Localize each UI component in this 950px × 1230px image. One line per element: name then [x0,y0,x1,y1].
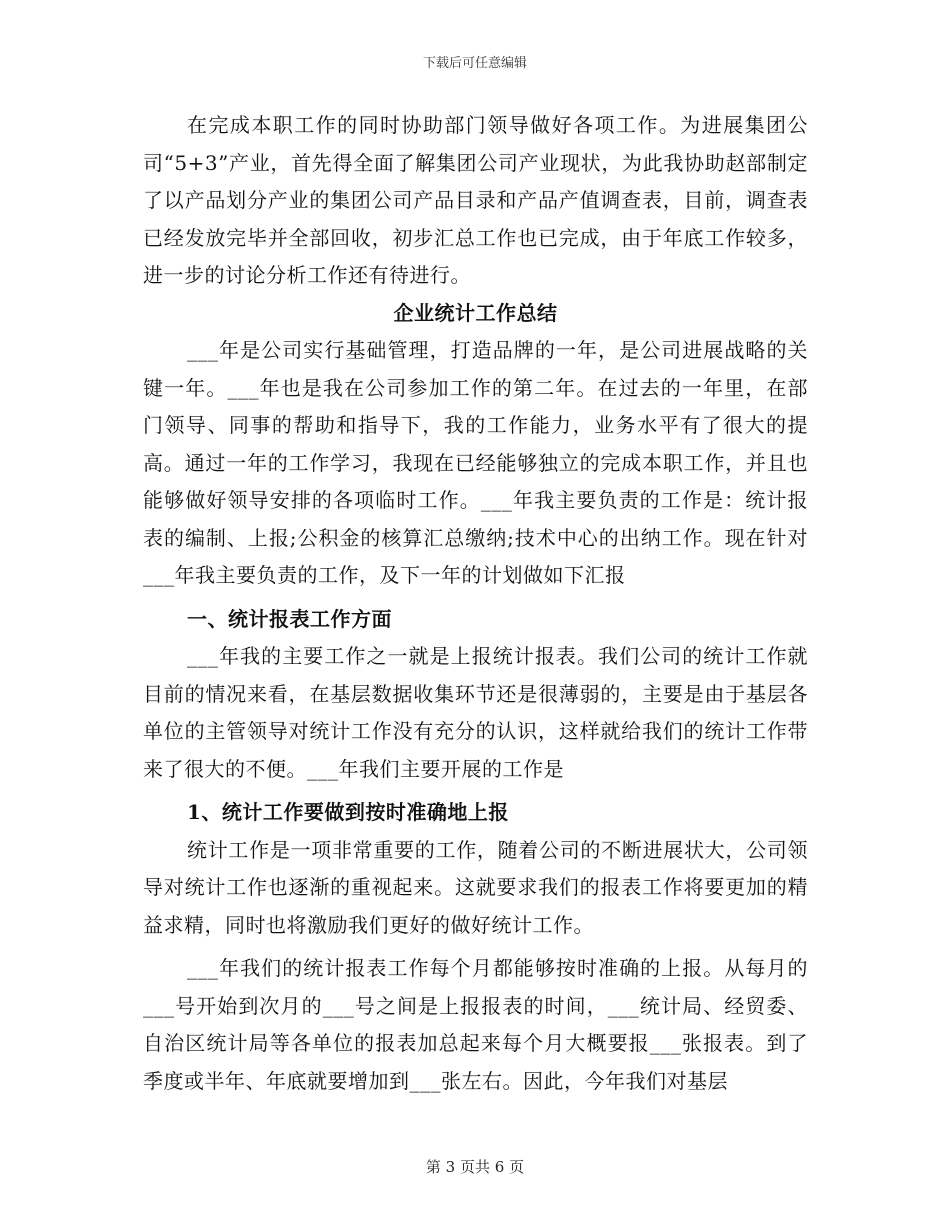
page-footer: 第 3 页共 6 页 [425,1158,525,1176]
paragraph-monthly-reports: ___年我们的统计报表工作每个月都能够按时准确的上报。从每月的___号开始到次月的___号之间是上报报表的时间，___统计局、经贸委、自治区统计局等各单位的报表加总起来每个月大概要报___张报表。到了季度或半年、年底就要增加到___张左右。因此，今年我们对基层 [143,956,808,1093]
section-heading-statistics: 一、统计报表工作方面 [187,606,392,631]
page-header: 下载后可任意编辑 [422,56,527,71]
document-title: 企业统计工作总结 [393,300,558,325]
paragraph-intro: 在完成本职工作的同时协助部门领导做好各项工作。为进展集团公司“5+3”产业，首先得全面了解集团公司产业现状，为此我协助赵部制定了以产品划分产业的集团公司产品目录和产品产值调查表，目前，调查表已经发放完毕并全部回收，初步汇总工作也已完成，由于年底工作较多，进一步的讨论分析工作还有待进行。 [143,113,808,287]
subsection-heading-reporting: 1、统计工作要做到按时准确地上报 [187,800,509,824]
paragraph-overview: ___年是公司实行基础管理，打造品牌的一年，是公司进展战略的关键一年。___年也是我在公司参加工作的第二年。在过去的一年里，在部门领导、同事的帮助和指导下，我的工作能力，业务水平有了很大的提高。通过一年的工作学习，我现在已经能够独立的完成本职工作，并且也能够做好领导安排的各项临时工作。___年我主要负责的工作是：统计报表的编制、上报;公积金的核算汇总缴纳;技术中心的出纳工作。现在针对___年我主要负责的工作，及下一年的计划做如下汇报 [143,338,808,587]
paragraph-statistics: ___年我的主要工作之一就是上报统计报表。我们公司的统计工作就目前的情况来看，在基层数据收集环节还是很薄弱的，主要是由于基层各单位的主管领导对统计工作没有充分的认识，这样就给我们的统计工作带来了很大的不便。___年我们主要开展的工作是 [143,644,808,781]
document-body [143,107,808,1100]
paragraph-importance: 统计工作是一项非常重要的工作，随着公司的不断进展状大，公司领导对统计工作也逐渐的重视起来。这就要求我们的报表工作将要更加的精益求精，同时也将激励我们更好的做好统计工作。 [143,837,808,937]
